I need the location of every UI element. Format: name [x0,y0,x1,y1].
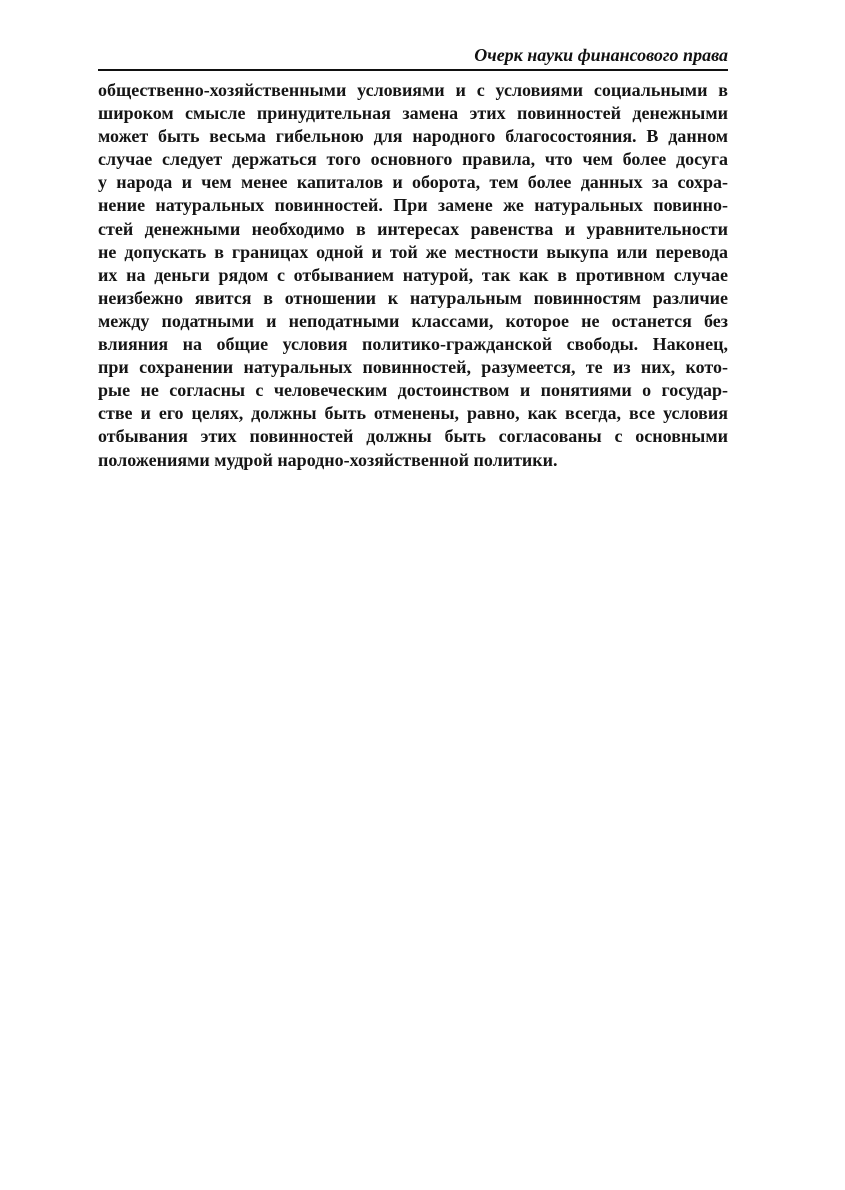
text-line: у народа и чем менее капиталов и оборота, тем более данных за сохра- [98,172,728,193]
header-rule [98,69,728,71]
text-line: стве и его целях, должны быть отменены, равно, как всегда, все условия [98,403,728,424]
text-line: отбывания этих повинностей должны быть согласованы с основными [98,426,728,447]
text-line: случае следует держаться того основного правила, что чем более досуга [98,149,728,170]
text-line: широком смысле принудительная замена этих повинностей денежными [98,103,728,124]
text-line: нение натуральных повинностей. При замене же натуральных повинно- [98,195,728,216]
text-line: не допускать в границах одной и той же местности выкупа или перевода [98,241,728,262]
text-line: неизбежно явится в отношении к натуральным повинностям различие [98,287,728,308]
text-line: между податными и неподатными классами, которое не останется без [98,310,728,331]
text-line: влияния на общие условия политико-гражданской свободы. Наконец, [98,334,728,355]
text-line: может быть весьма гибельною для народного благосостояния. В данном [98,126,728,147]
text-line: их на деньги рядом с отбыванием натурой, так как в противном случае [98,264,728,285]
text-line: общественно-хозяйственными условиями и с условиями социальными в [98,80,728,100]
text-line: при сохранении натуральных повинностей, разумеется, те из них, кото- [98,357,728,378]
text-line: стей денежными необходимо в интересах равенства и уравнительности [98,218,728,239]
body-paragraph [98,79,728,472]
running-header: Очерк науки финансового права [474,45,728,65]
text-line: положениями мудрой народно-хозяйственной политики. [98,449,558,470]
text-line: рые не согласны с человеческим достоинством и понятиями о государ- [98,380,728,401]
